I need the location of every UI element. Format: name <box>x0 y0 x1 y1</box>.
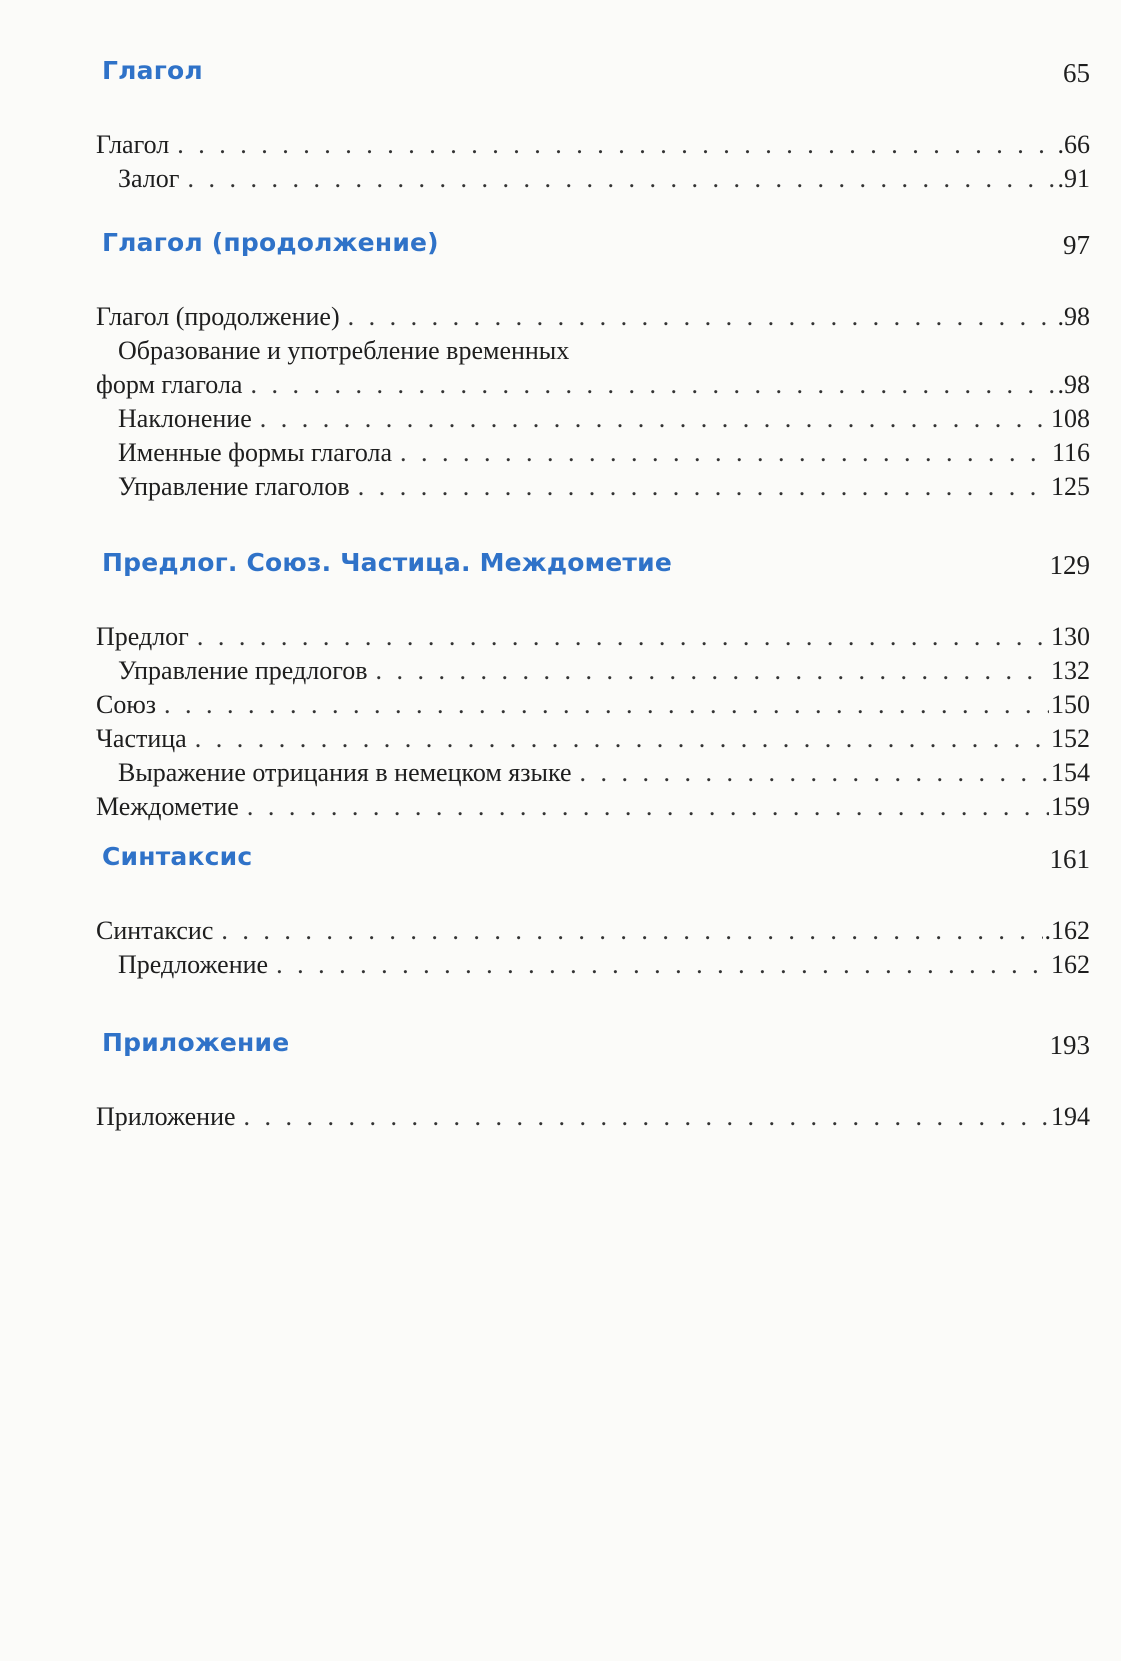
entry-page-number: 132 <box>1051 656 1090 685</box>
toc-section <box>96 548 1090 824</box>
dot-leader <box>348 300 1056 334</box>
toc-entry[interactable] <box>96 654 1090 688</box>
entry-list <box>96 620 1090 824</box>
dot-leader <box>250 368 1055 402</box>
entry-page-number: 194 <box>1051 1102 1090 1131</box>
entry-page-number: 108 <box>1051 404 1090 433</box>
entry-page-number: 150 <box>1051 690 1090 719</box>
section-page-number: 161 <box>1049 844 1090 874</box>
dot-leader <box>244 1100 1049 1134</box>
dot-leader <box>164 688 1049 722</box>
toc-entry[interactable] <box>96 436 1090 470</box>
entry-page-number: .162 <box>1044 916 1090 945</box>
entry-label: Союз <box>96 690 157 719</box>
dot-leader <box>247 790 1049 824</box>
section-heading[interactable] <box>96 1028 1090 1068</box>
entry-page-number: 125 <box>1051 472 1090 501</box>
toc-section <box>96 56 1090 196</box>
toc-entry[interactable] <box>96 620 1090 654</box>
entry-label: Выражение отрицания в немецком языке <box>118 758 572 787</box>
toc-section <box>96 842 1090 982</box>
dot-leader <box>187 162 1055 196</box>
toc-entry[interactable] <box>96 470 1090 504</box>
toc-section <box>96 1028 1090 1134</box>
entry-list <box>96 914 1090 982</box>
toc-entry[interactable] <box>96 722 1090 756</box>
dot-leader <box>260 402 1049 436</box>
entry-label: Управление глаголов <box>118 472 350 501</box>
entry-page-number: 116 <box>1051 438 1090 467</box>
entry-page-number: .98 <box>1057 302 1090 331</box>
dot-leader <box>221 914 1042 948</box>
entry-label: Залог <box>118 164 180 193</box>
section-title: Глагол <box>102 56 203 85</box>
section-page-number: 65 <box>1063 58 1090 88</box>
section-title: Глагол (продолжение) <box>102 228 439 257</box>
entry-list <box>96 300 1090 504</box>
toc-entry[interactable] <box>96 790 1090 824</box>
section-heading[interactable] <box>96 56 1090 96</box>
toc-section <box>96 228 1090 504</box>
entry-label: Приложение <box>96 1102 236 1131</box>
entry-label: Образование и употребление временных <box>118 336 570 365</box>
entry-label: Глагол <box>96 130 170 159</box>
section-title: Предлог. Союз. Частица. Междометие <box>102 548 672 577</box>
entry-label: Предлог <box>96 622 189 651</box>
section-title: Приложение <box>102 1028 290 1057</box>
section-page-number: 97 <box>1063 230 1090 260</box>
entry-page-number: 159 <box>1051 792 1090 821</box>
section-title: Синтаксис <box>102 842 253 871</box>
toc-entry[interactable] <box>96 688 1090 722</box>
entry-page-number: 152 <box>1051 724 1090 753</box>
entry-label: Наклонение <box>118 404 252 433</box>
toc-entry[interactable] <box>96 948 1090 982</box>
entry-page-number: .66 <box>1057 130 1090 159</box>
entry-page-number: 162 <box>1051 950 1090 979</box>
dot-leader <box>358 470 1049 504</box>
toc-entry[interactable] <box>96 368 1090 402</box>
section-heading[interactable] <box>96 842 1090 882</box>
toc-entry[interactable] <box>96 128 1090 162</box>
toc-entry[interactable] <box>96 1100 1090 1134</box>
toc-entry[interactable] <box>96 914 1090 948</box>
section-heading[interactable] <box>96 228 1090 268</box>
dot-leader <box>376 654 1049 688</box>
entry-label: форм глагола <box>96 370 243 399</box>
entry-page-number: .91 <box>1057 164 1090 193</box>
section-page-number: 193 <box>1049 1030 1090 1060</box>
toc-entry[interactable] <box>96 300 1090 334</box>
section-page-number: 129 <box>1049 550 1090 580</box>
toc-entry[interactable] <box>96 756 1090 790</box>
entry-label: Управление предлогов <box>118 656 368 685</box>
toc-entry[interactable] <box>96 402 1090 436</box>
entry-label: Именные формы глагола <box>118 438 393 467</box>
section-heading[interactable] <box>96 548 1090 588</box>
entry-label: Междометие <box>96 792 239 821</box>
entry-label: Синтаксис <box>96 916 214 945</box>
dot-leader <box>580 756 1049 790</box>
entry-list <box>96 128 1090 196</box>
dot-leader <box>195 722 1049 756</box>
entry-list <box>96 1100 1090 1134</box>
dot-leader <box>400 436 1050 470</box>
entry-page-number: 154 <box>1051 758 1090 787</box>
toc-entry[interactable] <box>96 162 1090 196</box>
entry-label: Частица <box>96 724 187 753</box>
dot-leader <box>177 128 1055 162</box>
toc-entry[interactable] <box>96 334 1090 368</box>
dot-leader <box>197 620 1049 654</box>
entry-page-number: .98 <box>1057 370 1090 399</box>
dot-leader <box>276 948 1049 982</box>
entry-page-number: 130 <box>1051 622 1090 651</box>
entry-label: Глагол (продолжение) <box>96 302 340 331</box>
entry-label: Предложение <box>118 950 269 979</box>
